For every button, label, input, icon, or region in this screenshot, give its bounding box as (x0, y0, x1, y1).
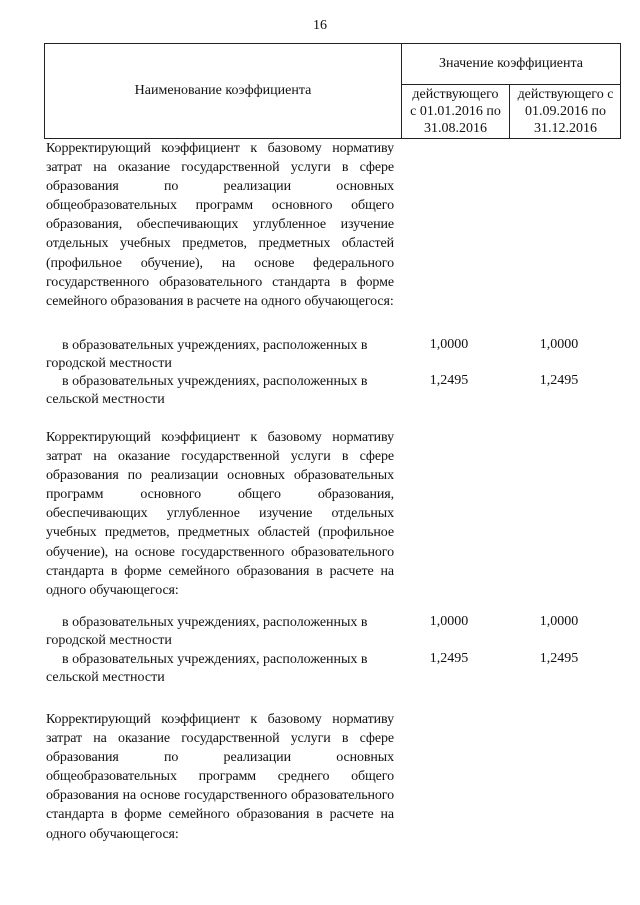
row-value-period-2: 1,0000 (539, 337, 579, 352)
header-column-period-2-line: действующего с (517, 87, 614, 102)
row-label-line: в образовательных учреждениях, расположенных в (62, 615, 368, 630)
coefficient-description: Корректирующий коэффициент к базовому нормативу затрат на оказание государственной услуги в сфере образования по реализации основных общеобразовательных программ основного общего образования, обеспечивающих углубленное изучение отдельных учебных предметов, предметных областей (профильное обучение), на основе федерального государственного образовательного стандарта в форме семейного образования в расчете на одного обучающегося: (46, 141, 394, 309)
row-label-line: в образовательных учреждениях, расположенных в (62, 338, 368, 353)
header-column-period-2-line: 01.09.2016 по (525, 104, 606, 119)
row-value-period-1: 1,2495 (429, 651, 469, 666)
row-value-period-1: 1,2495 (429, 373, 469, 388)
row-value-period-2: 1,2495 (539, 651, 579, 666)
header-column-period-1-line: действующего (412, 87, 499, 102)
header-column-period-2 (511, 85, 620, 138)
row-value-period-2: 1,0000 (539, 614, 579, 629)
row-label-line: городской местности (46, 632, 172, 648)
row-value-period-1: 1,0000 (429, 337, 469, 352)
table-row-label (46, 651, 394, 686)
page-number: 16 (313, 18, 327, 33)
coefficient-description: Корректирующий коэффициент к базовому нормативу затрат на оказание государственной услуги в сфере образования по реализации основных образовательных программ основного общего образования, обеспечивающих углубленное изучение отдельных учебных предметов, предметных областей (профильное обучение), на основе государственного образовательного стандарта в форме семейного образования в расчете на одного обучающегося: (46, 430, 394, 598)
row-value-period-2: 1,2495 (539, 373, 579, 388)
header-coefficient-value: Значение коэффициента (402, 44, 620, 85)
row-label-line: сельской местности (46, 391, 165, 407)
table-row-label (46, 373, 394, 408)
header-coefficient-name: Наименование коэффициента (45, 44, 402, 138)
header-column-period-1-line: с 01.01.2016 по (410, 104, 501, 119)
row-label-line: городской местности (46, 355, 172, 371)
row-label-line: сельской местности (46, 669, 165, 685)
row-label-line: в образовательных учреждениях, расположенных в (62, 374, 368, 389)
table-row-label (46, 337, 394, 372)
row-value-period-1: 1,0000 (429, 614, 469, 629)
header-column-period-1 (402, 85, 510, 138)
coefficient-description: Корректирующий коэффициент к базовому нормативу затрат на оказание государственной услуги в сфере образования по реализации основных общеобразовательных программ среднего общего образования на основе государственного образовательного стандарта в форме семейного образования в расчете на одного обучающегося: (46, 712, 394, 842)
header-column-period-2-line: 31.12.2016 (534, 121, 597, 136)
table-header (44, 43, 621, 139)
row-label-line: в образовательных учреждениях, расположенных в (62, 652, 368, 667)
header-column-period-1-line: 31.08.2016 (424, 121, 487, 136)
table-row-label (46, 614, 394, 649)
